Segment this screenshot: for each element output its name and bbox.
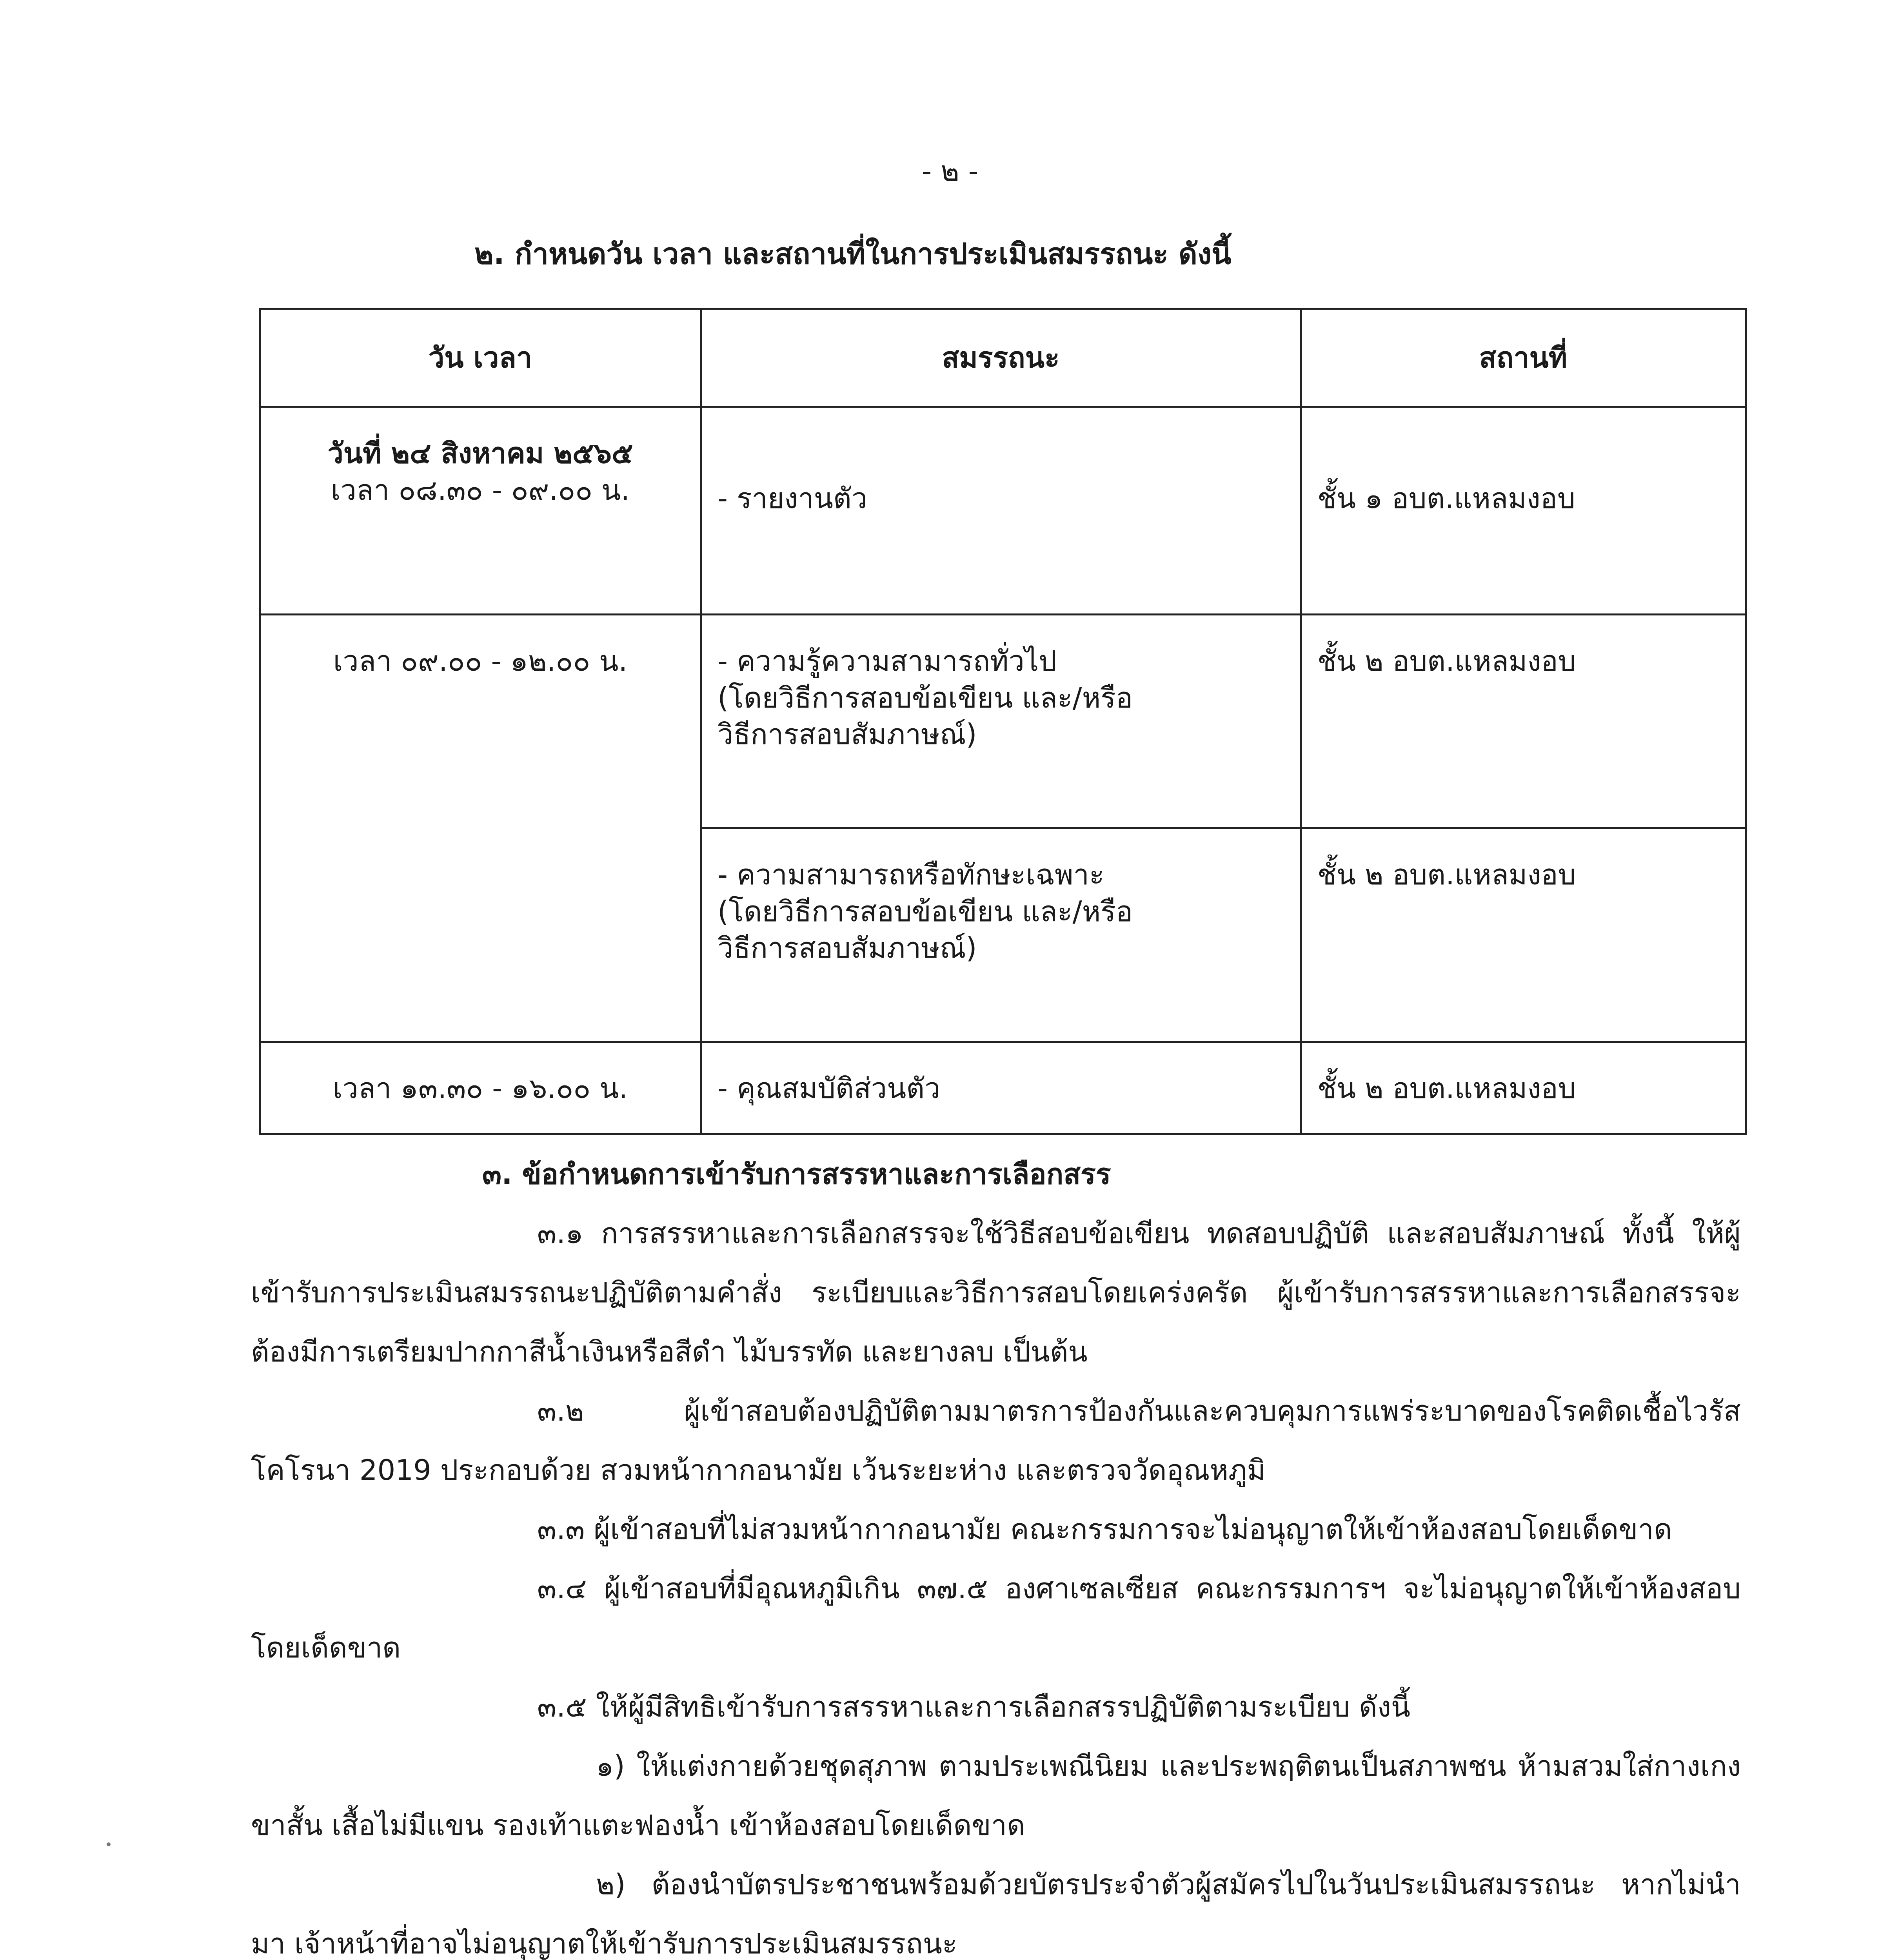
cell-datetime <box>260 407 701 615</box>
cell-datetime <box>260 615 701 1042</box>
cell-place: ชั้น ๒ อบต.แหลมงอบ <box>1301 1042 1746 1134</box>
exam-date: วันที่ ๒๔ สิงหาคม ๒๕๖๕ <box>327 437 633 470</box>
cell-place: ชั้น ๒ อบต.แหลมงอบ <box>1301 615 1746 828</box>
competency-line: วิธีการสอบสัมภาษณ์) <box>717 718 977 751</box>
cell-datetime: เวลา ๑๓.๓๐ - ๑๖.๐๐ น. <box>260 1042 701 1134</box>
competency-line: วิธีการสอบสัมภาษณ์) <box>717 931 977 965</box>
table-row <box>260 615 1746 828</box>
section-3 <box>251 1145 1741 1960</box>
section-3-heading: ๓. ข้อกำหนดการเข้ารับการสรรหาและการเลือกสรร <box>482 1158 1111 1191</box>
competency-line: - ความสามารถหรือทักษะเฉพาะ <box>717 858 1104 891</box>
rule-item-2: ๒) ต้องนำบัตรประชาชนพร้อมด้วยบัตรประจำตัวผู้สมัครไปในวันประเมินสมรรถนะ หากไม่นำมา เจ้าหน้าที่อาจไม่อนุญาตให้เข้ารับการประเมินสมรรถนะ <box>251 1868 1741 1960</box>
schedule-table <box>259 308 1747 1135</box>
header-place: สถานที่ <box>1301 309 1746 407</box>
cell-place: ชั้น ๑ อบต.แหลมงอบ <box>1301 407 1746 615</box>
time-range: เวลา ๐๙.๐๐ - ๑๒.๐๐ น. <box>333 644 628 677</box>
header-datetime: วัน เวลา <box>260 309 701 407</box>
section-2-heading: ๒. กำหนดวัน เวลา และสถานที่ในการประเมินสมรรถนะ ดังนี้ <box>474 237 1232 271</box>
paragraph-3-5: ๓.๕ ให้ผู้มีสิทธิเข้ารับการสรรหาและการเลือกสรรปฏิบัติตามระเบียบ ดังนี้ <box>537 1690 1411 1723</box>
paragraph-3-1: ๓.๑ การสรรหาและการเลือกสรรจะใช้วิธีสอบข้อเขียน ทดสอบปฏิบัติ และสอบสัมภาษณ์ ทั้งนี้ ให้ผู้เข้ารับการประเมินสมรรถนะปฏิบัติตามคำสั่ง ระเบียบและวิธีการสอบโดยเคร่งครัด ผู้เข้ารับการสรรหาและการเลือกสรรจะต้องมีการเตรียมปากกาสีน้ำเงินหรือสีดำ ไม้บรรทัด และยางลบ เป็นต้น <box>251 1217 1741 1368</box>
paragraph-3-4: ๓.๔ ผู้เข้าสอบที่มีอุณหภูมิเกิน ๓๗.๕ องศาเซลเซียส คณะกรรมการฯ จะไม่อนุญาตให้เข้าห้องสอบโดยเด็ดขาด <box>251 1572 1741 1664</box>
competency-line: - ความรู้ความสามารถทั่วไป <box>717 644 1057 677</box>
table-header-row <box>260 309 1746 407</box>
paragraph-3-3: ๓.๓ ผู้เข้าสอบที่ไม่สวมหน้ากากอนามัย คณะกรรมการจะไม่อนุญาตให้เข้าห้องสอบโดยเด็ดขาด <box>537 1513 1672 1546</box>
header-competency: สมรรถนะ <box>701 309 1301 407</box>
time-range: เวลา ๐๘.๓๐ - ๐๙.๐๐ น. <box>331 473 630 506</box>
cell-competency: - รายงานตัว <box>701 407 1301 615</box>
rule-item-1: ๑) ให้แต่งกายด้วยชุดสุภาพ ตามประเพณีนิยม และประพฤติตนเป็นสภาพชน ห้ามสวมใส่กางเกงขาสั้น เสื้อไม่มีแขน รองเท้าแตะฟองน้ำ เข้าห้องสอบโดยเด็ดขาด <box>251 1749 1741 1842</box>
cell-place: ชั้น ๒ อบต.แหลมงอบ <box>1301 828 1746 1042</box>
table-row <box>260 1042 1746 1134</box>
competency-line: (โดยวิธีการสอบข้อเขียน และ/หรือ <box>717 681 1133 714</box>
table-row <box>260 407 1746 615</box>
cell-competency <box>701 828 1301 1042</box>
scan-speck <box>107 1842 111 1846</box>
page-number: - ๒ - <box>921 154 979 187</box>
competency-line: (โดยวิธีการสอบข้อเขียน และ/หรือ <box>717 895 1133 928</box>
cell-competency <box>701 615 1301 828</box>
cell-competency: - คุณสมบัติส่วนตัว <box>701 1042 1301 1134</box>
paragraph-3-2: ๓.๒ ผู้เข้าสอบต้องปฏิบัติตามมาตรการป้องกันและควบคุมการแพร่ระบาดของโรคติดเชื้อไวรัสโคโรนา 2019 ประกอบด้วย สวมหน้ากากอนามัย เว้นระยะห่าง และตรวจวัดอุณหภูมิ <box>251 1394 1741 1486</box>
